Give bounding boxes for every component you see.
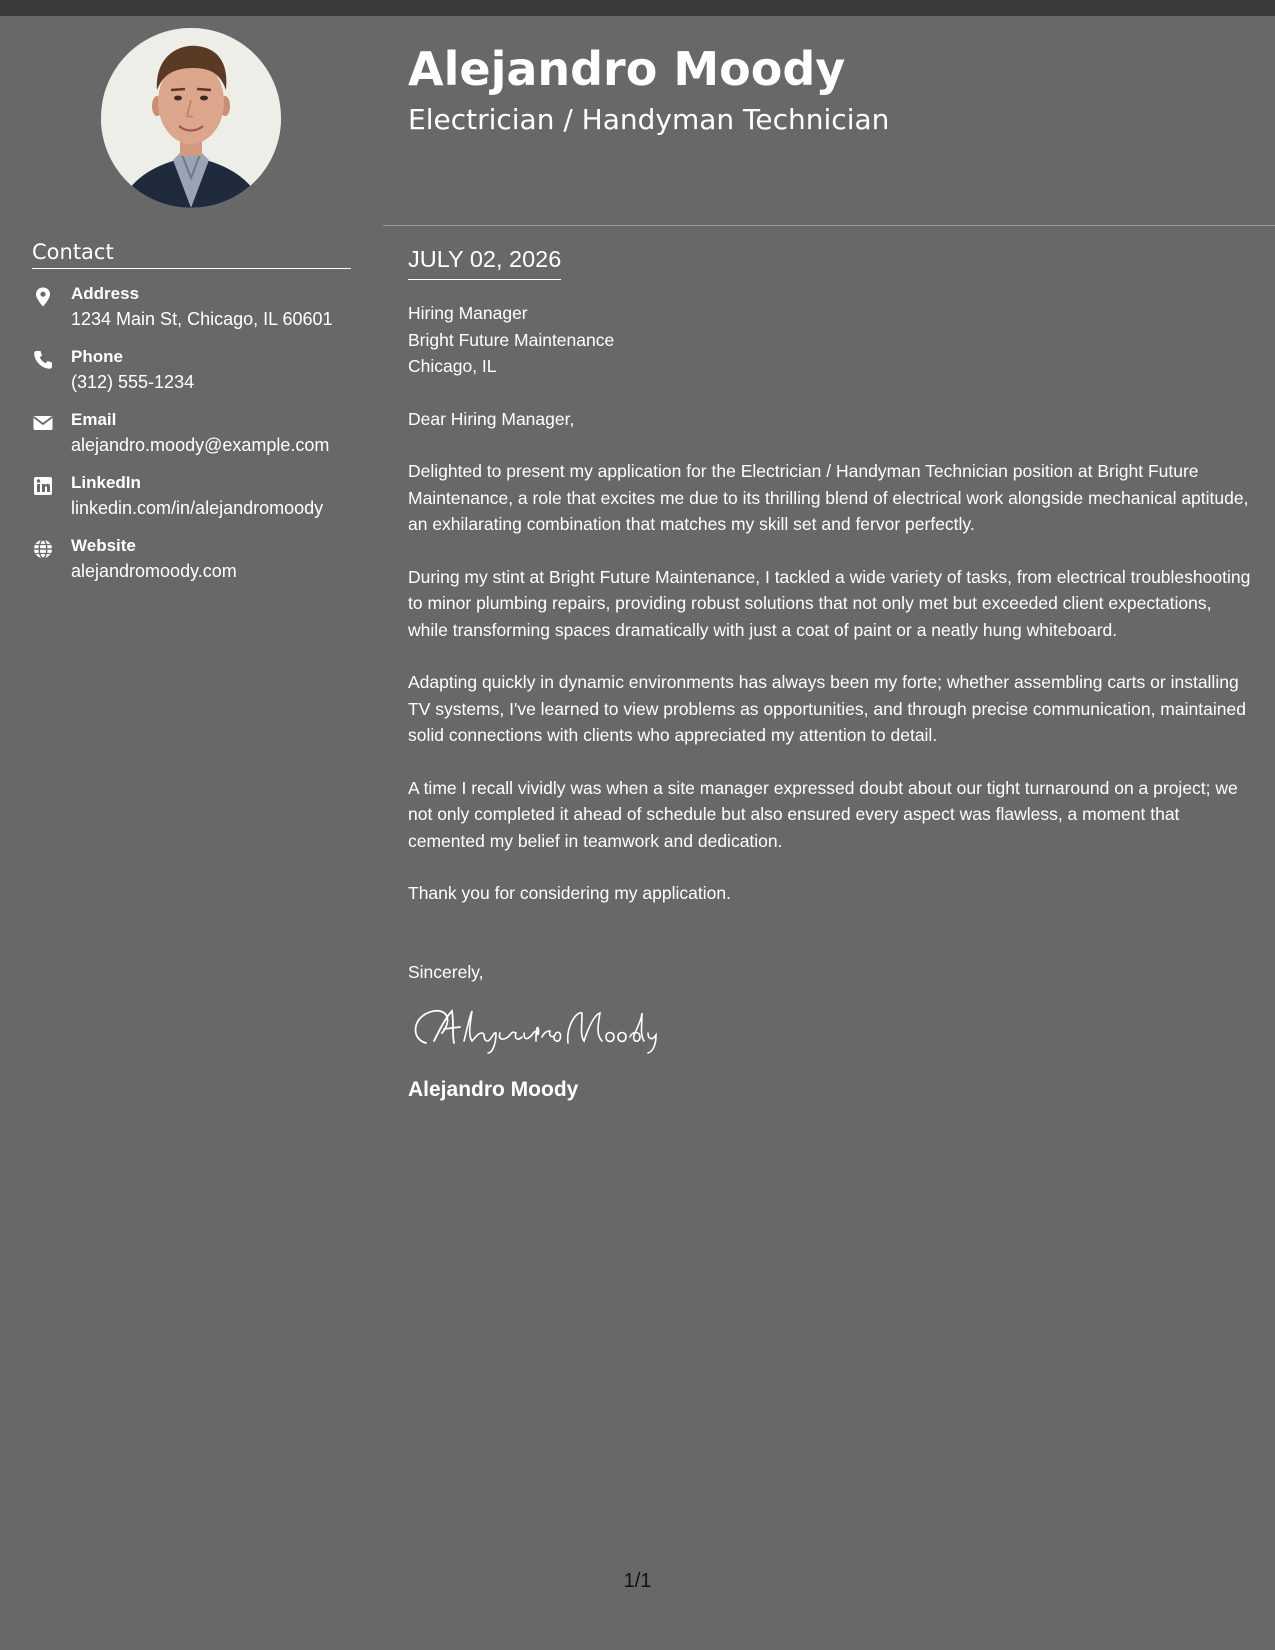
- recipient-line: Chicago, IL: [408, 356, 497, 376]
- signed-name: Alejandro Moody: [408, 1078, 579, 1101]
- top-strip: [0, 0, 1275, 16]
- letter-paragraph: A time I recall vividly was when a site manager expressed doubt about our tight turnaround on a project; we not only completed it ahead of schedule but also ensured every aspect was flawless, a moment that cemented my belief in teamwork and dedication.: [408, 777, 1238, 851]
- profile-photo: [101, 28, 281, 208]
- contact-list: [32, 284, 377, 599]
- phone-value: (312) 555-1234: [71, 372, 195, 392]
- contact-item-email: [32, 410, 377, 473]
- recipient-block: [408, 300, 1253, 380]
- recipient-line: Bright Future Maintenance: [408, 329, 615, 350]
- letter-paragraph: Adapting quickly in dynamic environments has always been my forte; whether assembling carts or installing TV systems, I've learned to view problems as opportunities, and through precise communication, maintained solid connections with clients who appreciated my attention to detail.: [408, 672, 1246, 745]
- email-value[interactable]: alejandro.moody@example.com: [71, 435, 330, 455]
- phone-icon: [32, 349, 54, 371]
- contact-label: Email: [71, 410, 117, 429]
- linkedin-value[interactable]: linkedin.com/in/alejandromoody: [71, 498, 324, 518]
- contact-item-website: [32, 536, 377, 599]
- contact-label: LinkedIn: [71, 473, 141, 492]
- contact-heading: Contact: [32, 240, 351, 269]
- website-value[interactable]: alejandromoody.com: [71, 561, 237, 581]
- location-pin-icon: [32, 286, 54, 308]
- page-number: 1/1: [623, 1570, 652, 1592]
- letter-body: [408, 244, 1253, 1104]
- applicant-name: Alejandro Moody: [408, 42, 846, 96]
- contact-item-address: [32, 284, 377, 347]
- letter-date: JULY 02, 2026: [408, 244, 561, 280]
- recipient-line: Hiring Manager: [408, 303, 528, 323]
- contact-item-linkedin: [32, 473, 377, 536]
- contact-label: Address: [71, 284, 140, 303]
- closing: Sincerely,: [408, 961, 484, 982]
- handwritten-signature: [408, 1003, 678, 1055]
- header-divider: [383, 225, 1275, 226]
- salutation: Dear Hiring Manager,: [408, 408, 575, 429]
- envelope-icon: [32, 412, 54, 434]
- address-value: 1234 Main St, Chicago, IL 60601: [71, 309, 333, 329]
- sidebar: [0, 16, 383, 1566]
- globe-icon: [32, 538, 54, 560]
- letter-paragraph: Thank you for considering my application.: [408, 883, 731, 903]
- contact-item-phone: [32, 347, 377, 410]
- linkedin-icon: [32, 475, 54, 497]
- letter-paragraph: Delighted to present my application for the Electrician / Handyman Technician position at Bright Future Maintenance, a role that excites me due to its thrilling blend of electrical work alongside mechanical aptitude, an exhilarating combination that matches my skill set and fervor perfectly.: [408, 461, 1249, 534]
- contact-label: Phone: [71, 347, 123, 366]
- contact-label: Website: [71, 536, 136, 555]
- job-title: Electrician / Handyman Technician: [408, 103, 890, 136]
- letter-paragraph: During my stint at Bright Future Maintenance, I tackled a wide variety of tasks, from electrical troubleshooting to minor plumbing repairs, providing robust solutions that not only met but exceeded client expectations, while transforming spaces dramatically with just a coat of paint or a neatly hung whiteboard.: [408, 566, 1251, 640]
